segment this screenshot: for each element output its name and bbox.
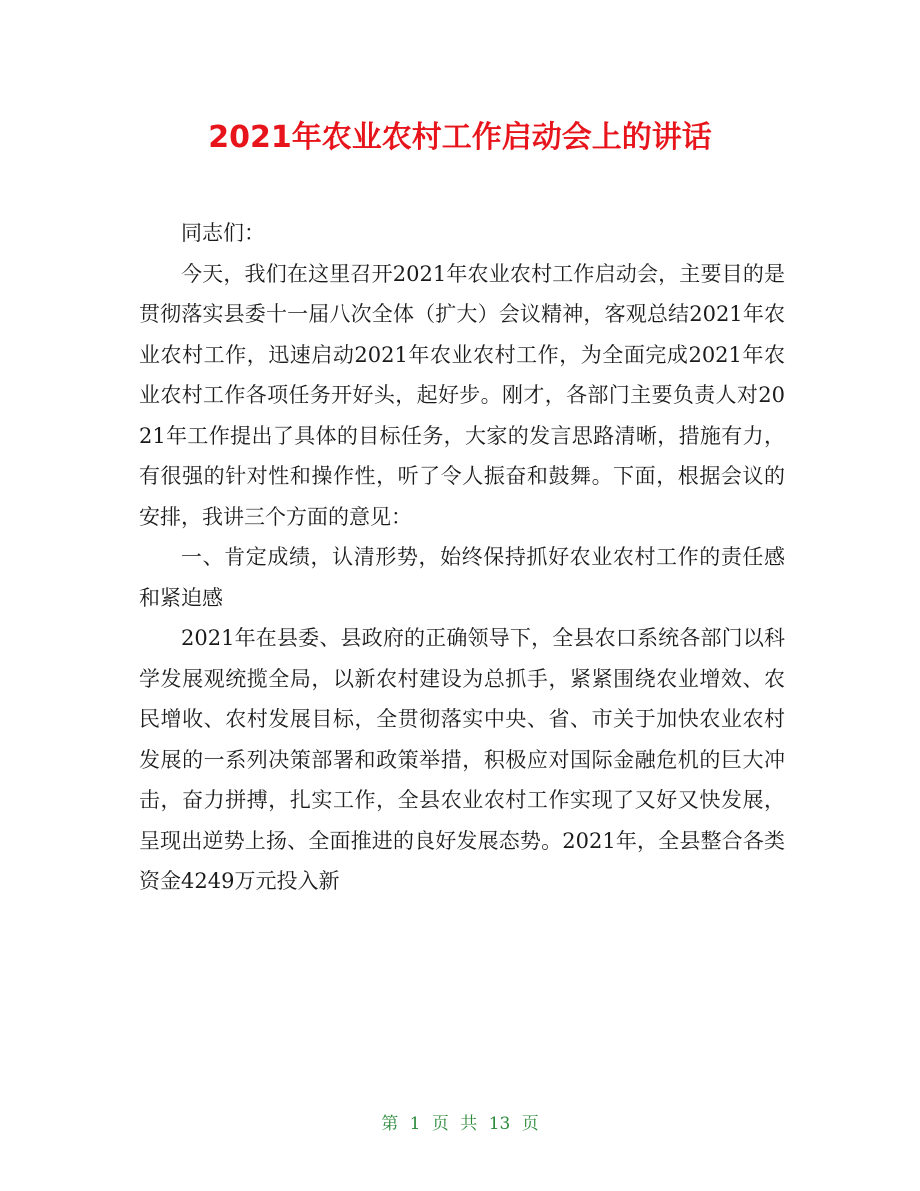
document-title: 2021年农业农村工作启动会上的讲话 xyxy=(208,120,712,155)
paragraph-greeting: 同志们： xyxy=(181,221,265,245)
paragraph-intro: 今天，我们在这里召开2021年农业农村工作启动会，主要目的是贯彻落实县委十一届八次全体（扩大）会议精神，客观总结2021年农业农村工作，迅速启动2021年农业农村工作，为全面完成2021年农业农村工作各项任务开好头，起好步。刚才，各部门主要负责人对2021年工作提出了具体的目标任务，大家的发言思路清晰，措施有力，有很强的针对性和操作性，听了令人振奋和鼓舞。下面，根据会议的安排，我讲三个方面的意见： xyxy=(139,261,785,529)
section-heading-1: 一、肯定成绩，认清形势，始终保持抓好农业农村工作的责任感和紧迫感 xyxy=(139,545,785,610)
page-number-footer: 第 1 页 共 13 页 xyxy=(381,1114,539,1134)
paragraph-achievements: 2021年在县委、县政府的正确领导下，全县农口系统各部门以科学发展观统揽全局，以新农村建设为总抓手，紧紧围绕农业增效、农民增收、农村发展目标，全贯彻落实中央、省、市关于加快农业农村发展的一系列决策部署和政策举措，积极应对国际金融危机的巨大冲击，奋力拼搏，扎实工作，全县农业农村工作实现了又好又快发展，呈现出逆势上扬、全面推进的良好发展态势。2021年，全县整合各类资金4249万元投入新 xyxy=(139,626,785,893)
document-body xyxy=(139,213,785,902)
